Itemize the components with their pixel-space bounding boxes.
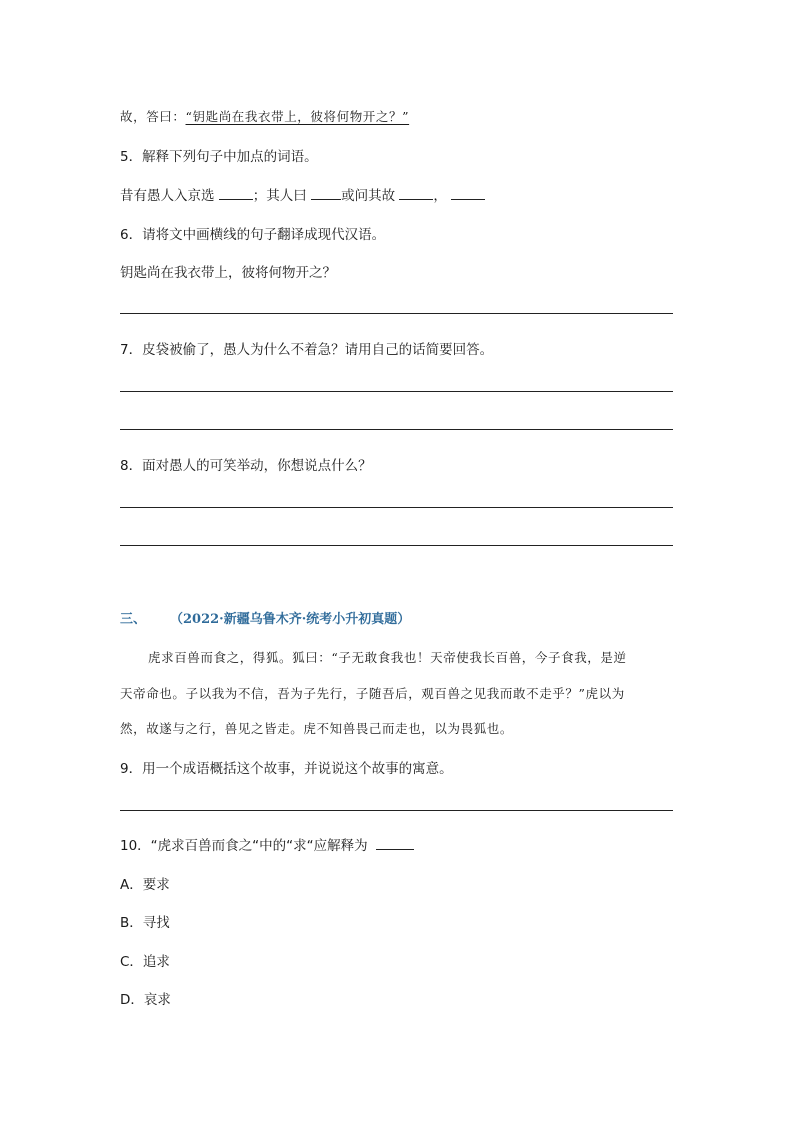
q5-segment-2: ；其人曰 xyxy=(252,188,307,204)
q5-segment-4: ， xyxy=(433,188,447,204)
answer-blank-2[interactable] xyxy=(311,187,341,200)
question-8-title: 8．面对愚人的可笑举动，你想说点什么？ xyxy=(120,458,372,474)
question-10-title: 10．“虎求百兽而食之“中的“求“应解释为 xyxy=(120,838,368,854)
answer-line-q8-1[interactable] xyxy=(120,507,673,508)
passage-tail-line xyxy=(120,107,409,125)
passage-line-1: 虎求百兽而食之，得狐。狐曰：“子无敢食我也！天帝使我长百兽，今子食我，是逆 xyxy=(148,650,627,665)
answer-blank-4[interactable] xyxy=(451,187,485,200)
question-5-line xyxy=(120,184,485,204)
answer-blank-1[interactable] xyxy=(219,187,253,200)
answer-line-q7-2[interactable] xyxy=(120,429,673,430)
option-a[interactable]: A．要求 xyxy=(120,877,170,893)
question-7-title: 7．皮袋被偷了，愚人为什么不着急？请用自己的话简要回答。 xyxy=(120,342,494,358)
option-c[interactable]: C．追求 xyxy=(120,954,170,970)
question-5-title: 5．解释下列句子中加点的词语。 xyxy=(120,149,318,165)
answer-blank-3[interactable] xyxy=(399,187,433,200)
question-10-line xyxy=(120,834,414,854)
question-9-title: 9．用一个成语概括这个故事，并说说这个故事的寓意。 xyxy=(120,761,453,777)
option-b[interactable]: B．寻找 xyxy=(120,915,170,931)
section-3-source: （2022·新疆乌鲁木齐·统考小升初真题） xyxy=(170,612,411,627)
answer-line-q8-2[interactable] xyxy=(120,545,673,546)
question-6-title: 6．请将文中画横线的句子翻译成现代汉语。 xyxy=(120,227,386,243)
section-3-number: 三、 xyxy=(120,612,147,627)
passage-tail-prefix: 故，答曰： xyxy=(120,109,186,124)
passage-line-2: 天帝命也。子以我为不信，吾为子先行，子随吾后，观百兽之见我而敢不走乎？”虎以为 xyxy=(120,686,625,701)
question-6-sentence: 钥匙尚在我衣带上，彼将何物开之？ xyxy=(120,265,336,281)
answer-blank-q10[interactable] xyxy=(376,837,414,850)
q5-segment-1: 昔有愚人入京选 xyxy=(120,188,215,204)
answer-line-q6[interactable] xyxy=(120,313,673,314)
underlined-sentence: “钥匙尚在我衣带上，彼将何物开之？” xyxy=(185,109,410,124)
option-d[interactable]: D．哀求 xyxy=(120,992,171,1008)
answer-line-q7-1[interactable] xyxy=(120,391,673,392)
answer-line-q9[interactable] xyxy=(120,810,673,811)
passage-line-3: 然，故遂与之行，兽见之皆走。虎不知兽畏己而走也，以为畏狐也。 xyxy=(120,721,514,736)
q5-segment-3: 或问其故 xyxy=(341,188,396,204)
